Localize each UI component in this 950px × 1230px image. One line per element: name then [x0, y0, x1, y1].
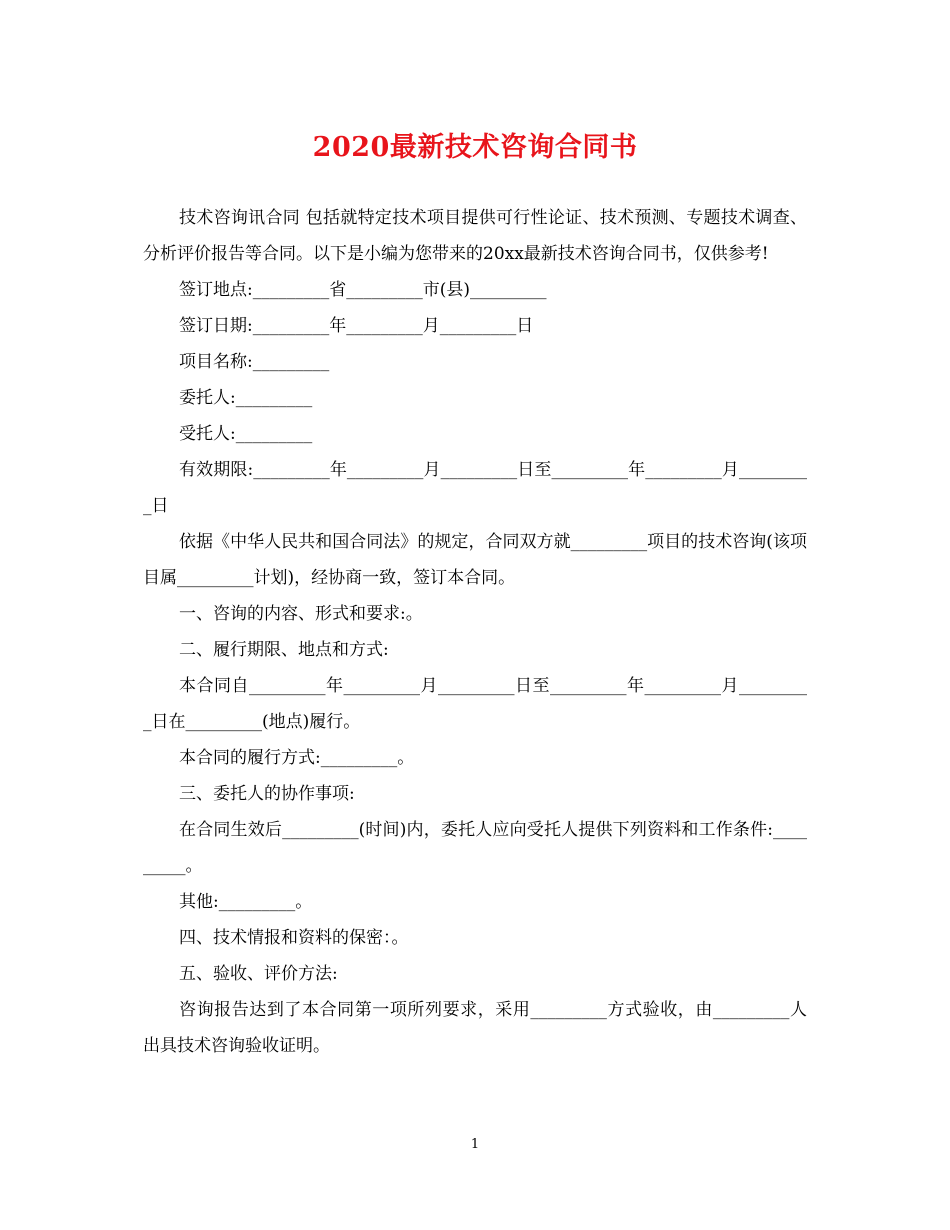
client-materials-paragraph: 在合同生效后_________(时间)内，委托人应向受托人提供下列资料和工作条件:_________。 [143, 820, 807, 876]
client-line: 委托人:_________ [179, 388, 313, 408]
section-3-heading: 三、委托人的协作事项: [179, 784, 355, 804]
section-1-heading: 一、咨询的内容、形式和要求:。 [179, 604, 423, 624]
signing-place-line: 签订地点:_________省_________市(县)_________ [179, 280, 547, 300]
acceptance-paragraph: 咨询报告达到了本合同第一项所列要求，采用_________方式验收，由_________人出具技术咨询验收证明。 [143, 1000, 807, 1056]
validity-period-line: 有效期限:_________年_________月_________日至_________年_________月_________日 [143, 460, 807, 516]
signing-date-line: 签订日期:_________年_________月_________日 [179, 316, 534, 336]
intro-paragraph: 技术咨询讯合同 包括就特定技术项目提供可行性论证、技术预测、专题技术调查、分析评价报告等合同。以下是小编为您带来的20xx最新技术咨询合同书，仅供参考! [143, 208, 807, 264]
contractor-line: 受托人:_________ [179, 424, 313, 444]
performance-period-paragraph: 本合同自_________年_________月_________日至_________年_________月_________日在_________(地点)履行。 [143, 676, 807, 732]
legal-basis-paragraph: 依据《中华人民共和国合同法》的规定，合同双方就_________项目的技术咨询(该项目属_________计划)，经协商一致，签订本合同。 [143, 532, 807, 588]
project-name-line: 项目名称:_________ [179, 352, 330, 372]
page-number: 1 [470, 1137, 480, 1152]
section-4-heading: 四、技术情报和资料的保密：。 [179, 928, 409, 948]
section-2-heading: 二、履行期限、地点和方式: [179, 640, 389, 660]
section-5-heading: 五、验收、评价方法: [179, 964, 338, 984]
other-line: 其他:_________。 [179, 892, 313, 912]
document-title: 2020最新技术咨询合同书 [312, 132, 638, 163]
document-body [143, 200, 807, 1064]
performance-method-line: 本合同的履行方式:_________。 [179, 748, 415, 768]
